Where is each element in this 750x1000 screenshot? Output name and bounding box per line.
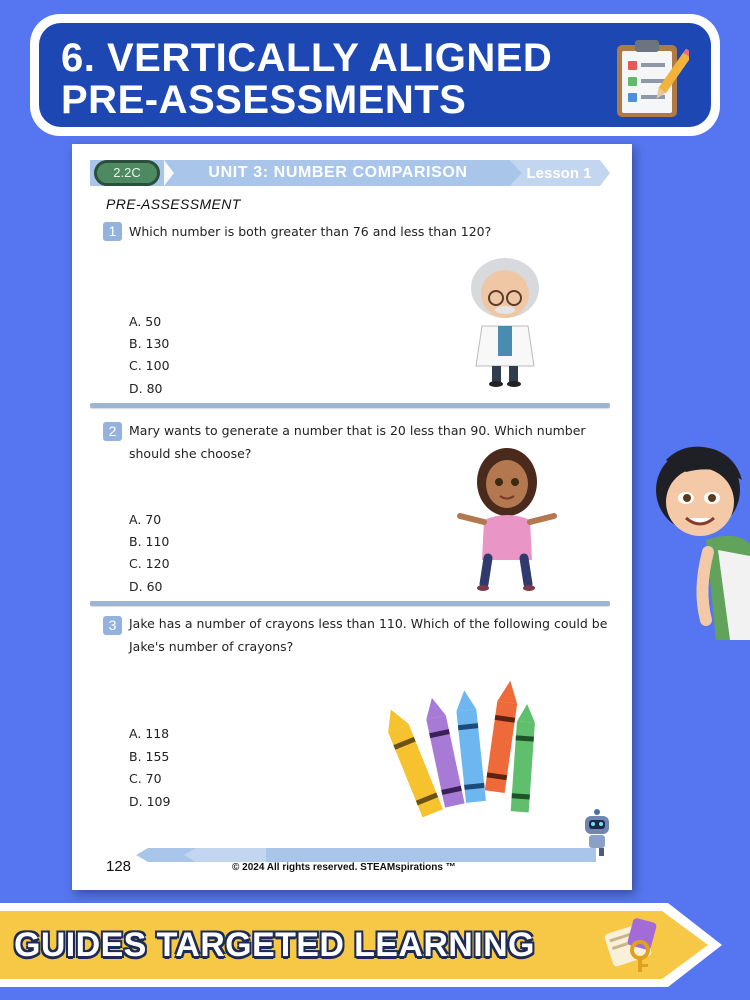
question-number: 1	[103, 222, 122, 241]
section-title: PRE-ASSESSMENT	[106, 196, 241, 212]
scientist-illustration	[464, 248, 546, 390]
unit-header	[90, 158, 610, 188]
answer-option: A. 70	[129, 512, 162, 527]
answer-option: C. 100	[129, 358, 170, 373]
answer-option: C. 120	[129, 556, 170, 571]
clipboard-checklist-icon	[611, 37, 689, 119]
answer-option: D. 80	[129, 381, 163, 396]
question-text: Which number is both greater than 76 and less than 120?	[129, 224, 492, 239]
question-divider	[90, 403, 610, 408]
question-number: 3	[103, 616, 122, 635]
girl-illustration	[454, 444, 560, 596]
question-text: Mary wants to generate a number that is 20 less than 90. Which number should she choose?	[129, 423, 586, 461]
answer-option: A. 118	[129, 726, 170, 741]
question-text: Jake has a number of crayons less than 110. Which of the following could be Jake's number of crayons?	[129, 616, 608, 654]
worksheet-page	[72, 144, 632, 890]
answer-option: B. 110	[129, 534, 170, 549]
unit-title: UNIT 3: NUMBER COMPARISON	[208, 164, 468, 181]
answer-option: B. 130	[129, 336, 170, 351]
answer-option: D. 60	[129, 579, 163, 594]
lesson-label: Lesson 1	[526, 165, 592, 182]
banner-title: 6. VERTICALLY ALIGNED PRE-ASSESSMENTS	[61, 36, 553, 122]
answer-option: A. 50	[129, 314, 162, 329]
question-number: 2	[103, 422, 122, 441]
boy-illustration	[646, 440, 750, 640]
gold-key-scroll-icon	[600, 914, 662, 976]
standard-badge: 2.2C	[94, 160, 160, 186]
question-divider	[90, 601, 610, 606]
crayons-illustration	[388, 674, 548, 824]
footer-arrow-bar	[136, 848, 596, 862]
copyright-text: © 2024 All rights reserved. STEAMspirations ™	[232, 862, 456, 873]
answer-option: D. 109	[129, 794, 171, 809]
answer-option: C. 70	[129, 771, 162, 786]
bottom-banner-text: GUIDES TARGETED LEARNING	[14, 926, 535, 964]
top-banner-inner	[39, 23, 711, 127]
page-number: 128	[106, 858, 132, 875]
top-banner	[30, 14, 720, 136]
answer-option: B. 155	[129, 749, 170, 764]
